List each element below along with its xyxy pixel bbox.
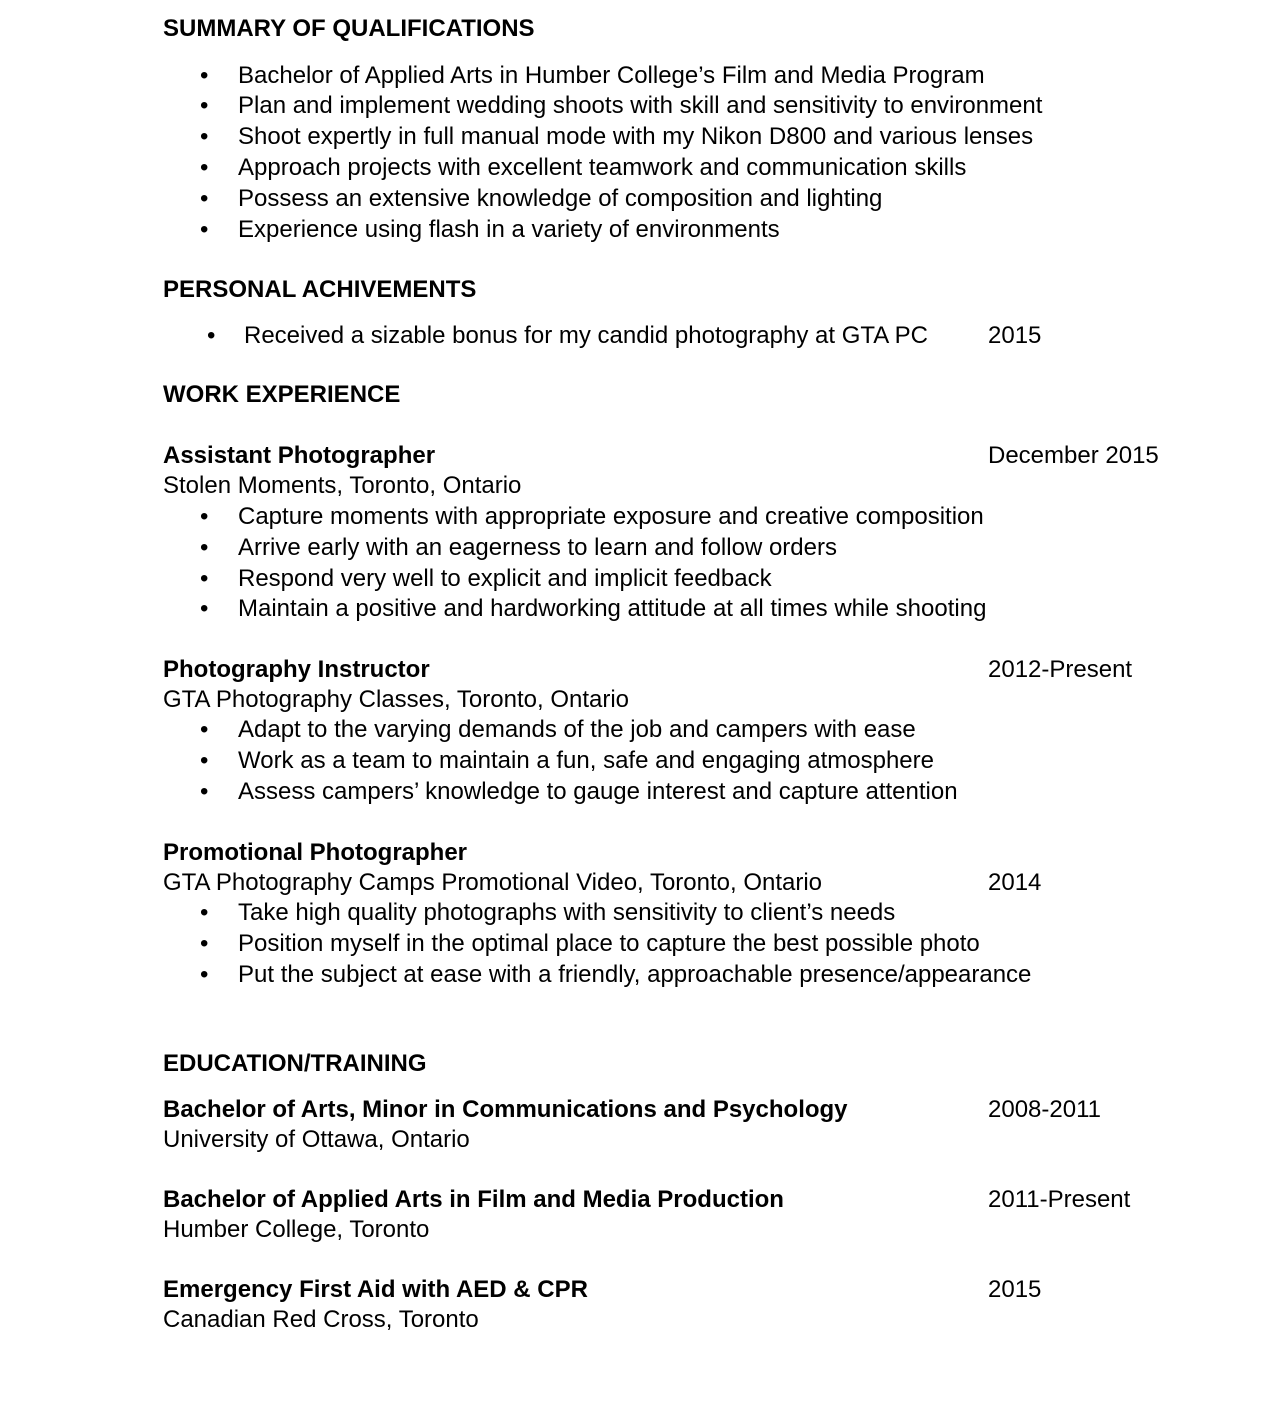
bullet-icon: • [200,899,209,926]
job-bullet: Put the subject at ease with a friendly, approachable presence/appearance [238,961,1032,988]
section-heading-achievements: PERSONAL ACHIVEMENTS [163,276,477,303]
bullet-icon: • [200,534,209,561]
job-organization: GTA Photography Classes, Toronto, Ontario [163,686,630,713]
bullet-icon: • [200,961,209,988]
bullet-icon: • [200,778,209,805]
bullet-icon: • [200,716,209,743]
bullet-icon: • [200,747,209,774]
bullet-icon: • [200,216,209,243]
job-title: Photography Instructor [163,656,430,683]
job-bullet: Assess campers’ knowledge to gauge interest and capture attention [238,778,958,805]
job-bullet: Take high quality photographs with sensitivity to client’s needs [238,899,896,926]
education-institution: Humber College, Toronto [163,1216,430,1243]
bullet-icon: • [200,595,209,622]
job-bullet: Maintain a positive and hardworking attitude at all times while shooting [238,595,987,622]
section-heading-work: WORK EXPERIENCE [163,381,401,408]
education-date: 2015 [988,1276,1042,1303]
bullet-icon: • [200,503,209,530]
bullet-icon: • [200,92,209,119]
job-bullet: Respond very well to explicit and implicit feedback [238,565,772,592]
bullet-icon: • [207,322,216,349]
bullet-icon: • [200,565,209,592]
job-date: 2012-Present [988,656,1133,683]
summary-item: Approach projects with excellent teamwork and communication skills [238,154,967,181]
bullet-icon: • [200,154,209,181]
job-bullet: Position myself in the optimal place to capture the best possible photo [238,930,980,957]
section-heading-summary: SUMMARY OF QUALIFICATIONS [163,15,535,42]
achievement-item: Received a sizable bonus for my candid photography at GTA PC [244,322,928,349]
job-organization: Stolen Moments, Toronto, Ontario [163,472,522,499]
bullet-icon: • [200,930,209,957]
job-date: December 2015 [988,442,1159,469]
education-title: Bachelor of Applied Arts in Film and Media Production [163,1186,784,1213]
summary-item: Shoot expertly in full manual mode with my Nikon D800 and various lenses [238,123,1034,150]
summary-item: Plan and implement wedding shoots with skill and sensitivity to environment [238,92,1043,119]
education-institution: University of Ottawa, Ontario [163,1126,470,1153]
job-bullet: Arrive early with an eagerness to learn and follow orders [238,534,837,561]
job-organization: GTA Photography Camps Promotional Video, Toronto, Ontario [163,869,823,896]
education-title: Emergency First Aid with AED & CPR [163,1276,588,1303]
job-title: Promotional Photographer [163,839,468,866]
achievement-date: 2015 [988,322,1042,349]
summary-item: Possess an extensive knowledge of composition and lighting [238,185,883,212]
job-title: Assistant Photographer [163,442,436,469]
job-bullet: Work as a team to maintain a fun, safe and engaging atmosphere [238,747,934,774]
education-date: 2011-Present [988,1186,1131,1213]
education-date: 2008-2011 [988,1096,1101,1123]
job-bullet: Capture moments with appropriate exposure and creative composition [238,503,984,530]
job-date: 2014 [988,869,1042,896]
job-bullet: Adapt to the varying demands of the job and campers with ease [238,716,916,743]
section-heading-education: EDUCATION/TRAINING [163,1050,427,1077]
bullet-icon: • [200,123,209,150]
summary-item: Experience using flash in a variety of environments [238,216,780,243]
bullet-icon: • [200,185,209,212]
summary-item: Bachelor of Applied Arts in Humber College’s Film and Media Program [238,62,985,89]
bullet-icon: • [200,62,209,89]
education-title: Bachelor of Arts, Minor in Communications and Psychology [163,1096,848,1123]
education-institution: Canadian Red Cross, Toronto [163,1306,479,1333]
